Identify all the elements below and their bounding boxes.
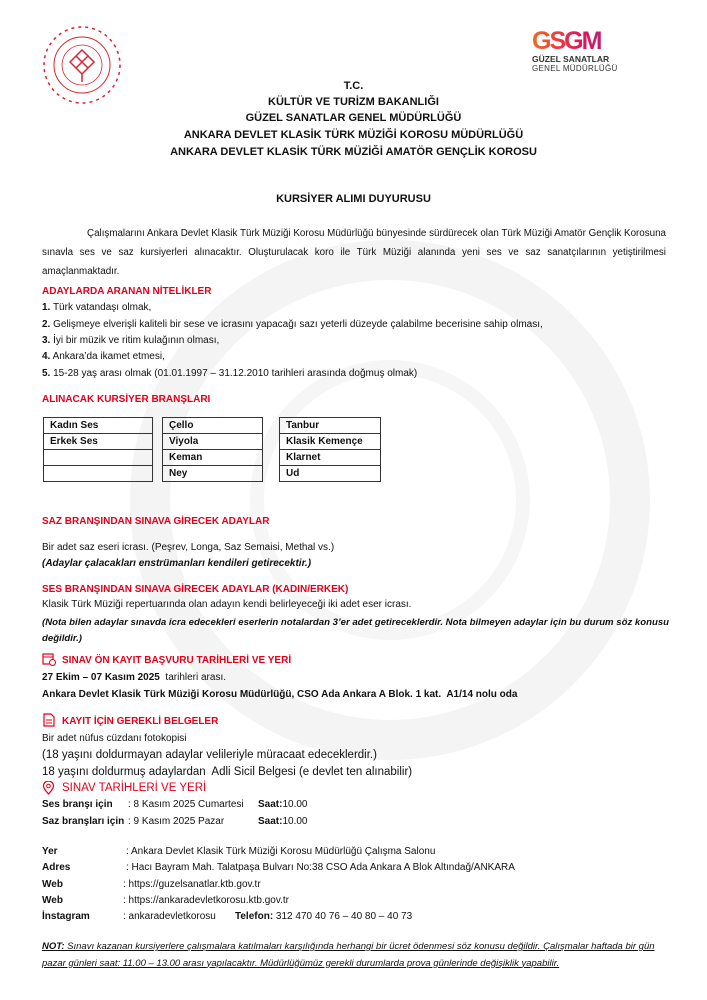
table-cell: Çello [163,418,263,434]
item-number: 1. [42,302,51,313]
branches-table-strings [162,417,263,482]
header-line: ANKARA DEVLET KLASİK TÜRK MÜZİĞİ KOROSU MÜDÜRLÜĞÜ [183,129,524,141]
qualification-item [42,351,165,362]
contact-label: Yer [42,846,58,857]
dates-value: 27 Ekim – 07 Kasım 2025 [42,672,160,683]
registration-dates [42,672,226,683]
time-label: Saat: [258,816,283,827]
registration-heading: SINAV ÖN KAYIT BAŞVURU TARİHLERİ VE YERİ [62,655,292,666]
item-number: 5. [42,368,51,379]
document-item: Bir adet nüfus cüzdanı fotokopisi [42,733,187,744]
time-value: 10.00 [282,816,308,827]
instagram-handle[interactable]: : ankaradevletkorosu [123,911,216,922]
contact-row [42,879,261,890]
watermark-seal-inner [250,360,530,640]
contact-label: Web [42,879,63,890]
document-icon [42,713,56,727]
table-cell: Klarnet [280,450,381,466]
item-number: 4. [42,351,51,362]
website-link[interactable]: : https://guzelsanatlar.ktb.gov.tr [123,879,261,890]
contact-row [42,862,515,873]
branches-table-instruments [279,417,381,482]
footer-note [42,939,667,972]
note-label: NOT: [42,941,65,952]
ses-heading: SES BRANŞINDAN SINAVA GİRECEK ADAYLAR (KADIN/ERKEK) [42,584,349,595]
exam-row-label: Saz branşları için [42,816,125,827]
phone-value: 312 470 40 76 – 40 80 – 40 73 [273,911,413,922]
website-link[interactable]: : https://ankaradevletkorosu.ktb.gov.tr [123,895,290,906]
table-cell: Kadın Ses [44,418,153,434]
table-cell [44,466,153,482]
qualification-item [42,335,219,346]
gsgm-line2: GENEL MÜDÜRLÜĞÜ [532,64,618,73]
contact-label: Web [42,895,63,906]
document-item: 18 yaşını doldurmuş adaylardan Adli Sicil Belgesi (e devlet ten alınabilir) [42,766,413,778]
qualifications-heading: ADAYLARDA ARANAN NİTELİKLER [42,286,212,297]
exam-row-label: Ses branşı için [42,799,113,810]
item-text: Türk vatandaşı olmak, [50,302,152,313]
exam-row [42,799,307,810]
exam-row-value: : 9 Kasım 2025 Pazar [128,816,225,827]
saz-heading: SAZ BRANŞINDAN SINAVA GİRECEK ADAYLAR [42,516,270,527]
ses-text: Klasik Türk Müziği repertuarında olan adayın kendi belirleyeceği iki adet eser icrası. [42,599,412,610]
qualification-item [42,302,151,313]
time-label: Saat: [258,799,283,810]
table-cell: Erkek Ses [44,434,153,450]
header-line: T.C. [343,80,364,92]
calendar-icon [42,652,56,666]
intro-paragraph: Çalışmalarını Ankara Devlet Klasik Türk Müziği Korosu Müdürlüğü bünyesinde sürdürecek olan Türk Müziği Amatör Gençlik Korosuna sınavla ses ve saz kursiyerleri alınacaktır. Oluşturulacak koro ile Türk Müziği alanında yeni ses ve saz sanatçılarının yetiştirilmesi amaçlanmaktadır. [42,228,666,277]
location-pin-icon [42,781,55,795]
ses-note: (Nota bilen adaylar sınavda icra edecekleri eserlerin notalardan 3’er adet getireceklerdir. Nota bilmeyen adaylar için bu durum söz konusu değildir.) [42,617,670,644]
item-number: 3. [42,335,51,346]
exam-row-value: : 8 Kasım 2025 Cumartesi [128,799,244,810]
contact-row [42,895,289,906]
document-item: (18 yaşını doldurmayan adaylar velileriyle müracaat edeceklerdir.) [42,749,377,761]
note-text: Sınavı kazanan kursiyerlere çalışmalara katılmaları karşılığında herhangi bir ücret ödenmesi söz konusu değildir. Çalışmalar haftada bir gün pazar günleri saat: 11.00 – 13.00 arası yapılacaktır. Müdürlüğümüz gerekli durumlarda prova günlerinde değişiklik yapabilir. [42,941,655,969]
page-title: KURSİYER ALIMI DUYURUSU [276,193,431,205]
contact-label: İnstagram [42,911,90,922]
table-cell: Ud [280,466,381,482]
gsgm-mark: GSGM [532,28,627,54]
header-line: KÜLTÜR VE TURİZM BAKANLIĞI [268,96,439,108]
header-line: ANKARA DEVLET KLASİK TÜRK MÜZİĞİ AMATÖR GENÇLİK KOROSU [170,146,537,158]
table-cell: Viyola [163,434,263,450]
item-text: Ankara’da ikamet etmesi, [50,351,165,362]
qualification-item [42,319,543,330]
contact-value: : Hacı Bayram Mah. Talatpaşa Bulvarı No:38 CSO Ada Ankara A Blok Altındağ/ANKARA [126,862,515,873]
phone-label: Telefon: [235,911,274,922]
documents-heading: KAYIT İÇİN GEREKLİ BELGELER [62,716,219,727]
saz-note: (Adaylar çalacakları enstrümanları kendileri getirecektir.) [42,558,312,569]
item-text: 15-28 yaş arası olmak (01.01.1997 – 31.12.2010 tarihleri arasında doğmuş olmak) [50,368,418,379]
time-value: 10.00 [282,799,308,810]
exam-heading: SINAV TARİHLERİ VE YERİ [62,782,207,794]
table-cell: Klasik Kemençe [280,434,381,450]
contact-value: : Ankara Devlet Klasik Türk Müziği Korosu Müdürlüğü Çalışma Salonu [126,846,436,857]
item-number: 2. [42,319,51,330]
table-cell: Tanbur [280,418,381,434]
branches-heading: ALINACAK KURSİYER BRANŞLARI [42,394,211,405]
branches-table-voice [43,417,153,482]
header-line: GÜZEL SANATLAR GENEL MÜDÜRLÜĞÜ [245,112,462,124]
saz-text: Bir adet saz eseri icrası. (Peşrev, Longa, Saz Semaisi, Methal vs.) [42,542,335,553]
exam-row [42,816,307,827]
dates-suffix: tarihleri arası. [159,672,227,683]
item-text: Gelişmeye elverişli kaliteli bir sese ve icrasını yapacağı sazı yeterli düzeyde çalabilme becerisine sahip olması, [50,319,543,330]
contact-row [42,846,435,857]
item-text: İyi bir müzik ve ritim kulağının olması, [50,335,220,346]
contact-label: Adres [42,862,71,873]
gsgm-logo [532,28,627,73]
table-cell: Keman [163,450,263,466]
table-cell [44,450,153,466]
contact-row [42,911,412,922]
registration-place: Ankara Devlet Klasik Türk Müziği Korosu Müdürlüğü, CSO Ada Ankara A Blok. 1 kat. A1/14 nolu oda [42,689,518,700]
gsgm-line1: GÜZEL SANATLAR [532,54,610,64]
table-cell: Ney [163,466,263,482]
qualification-item [42,368,417,379]
